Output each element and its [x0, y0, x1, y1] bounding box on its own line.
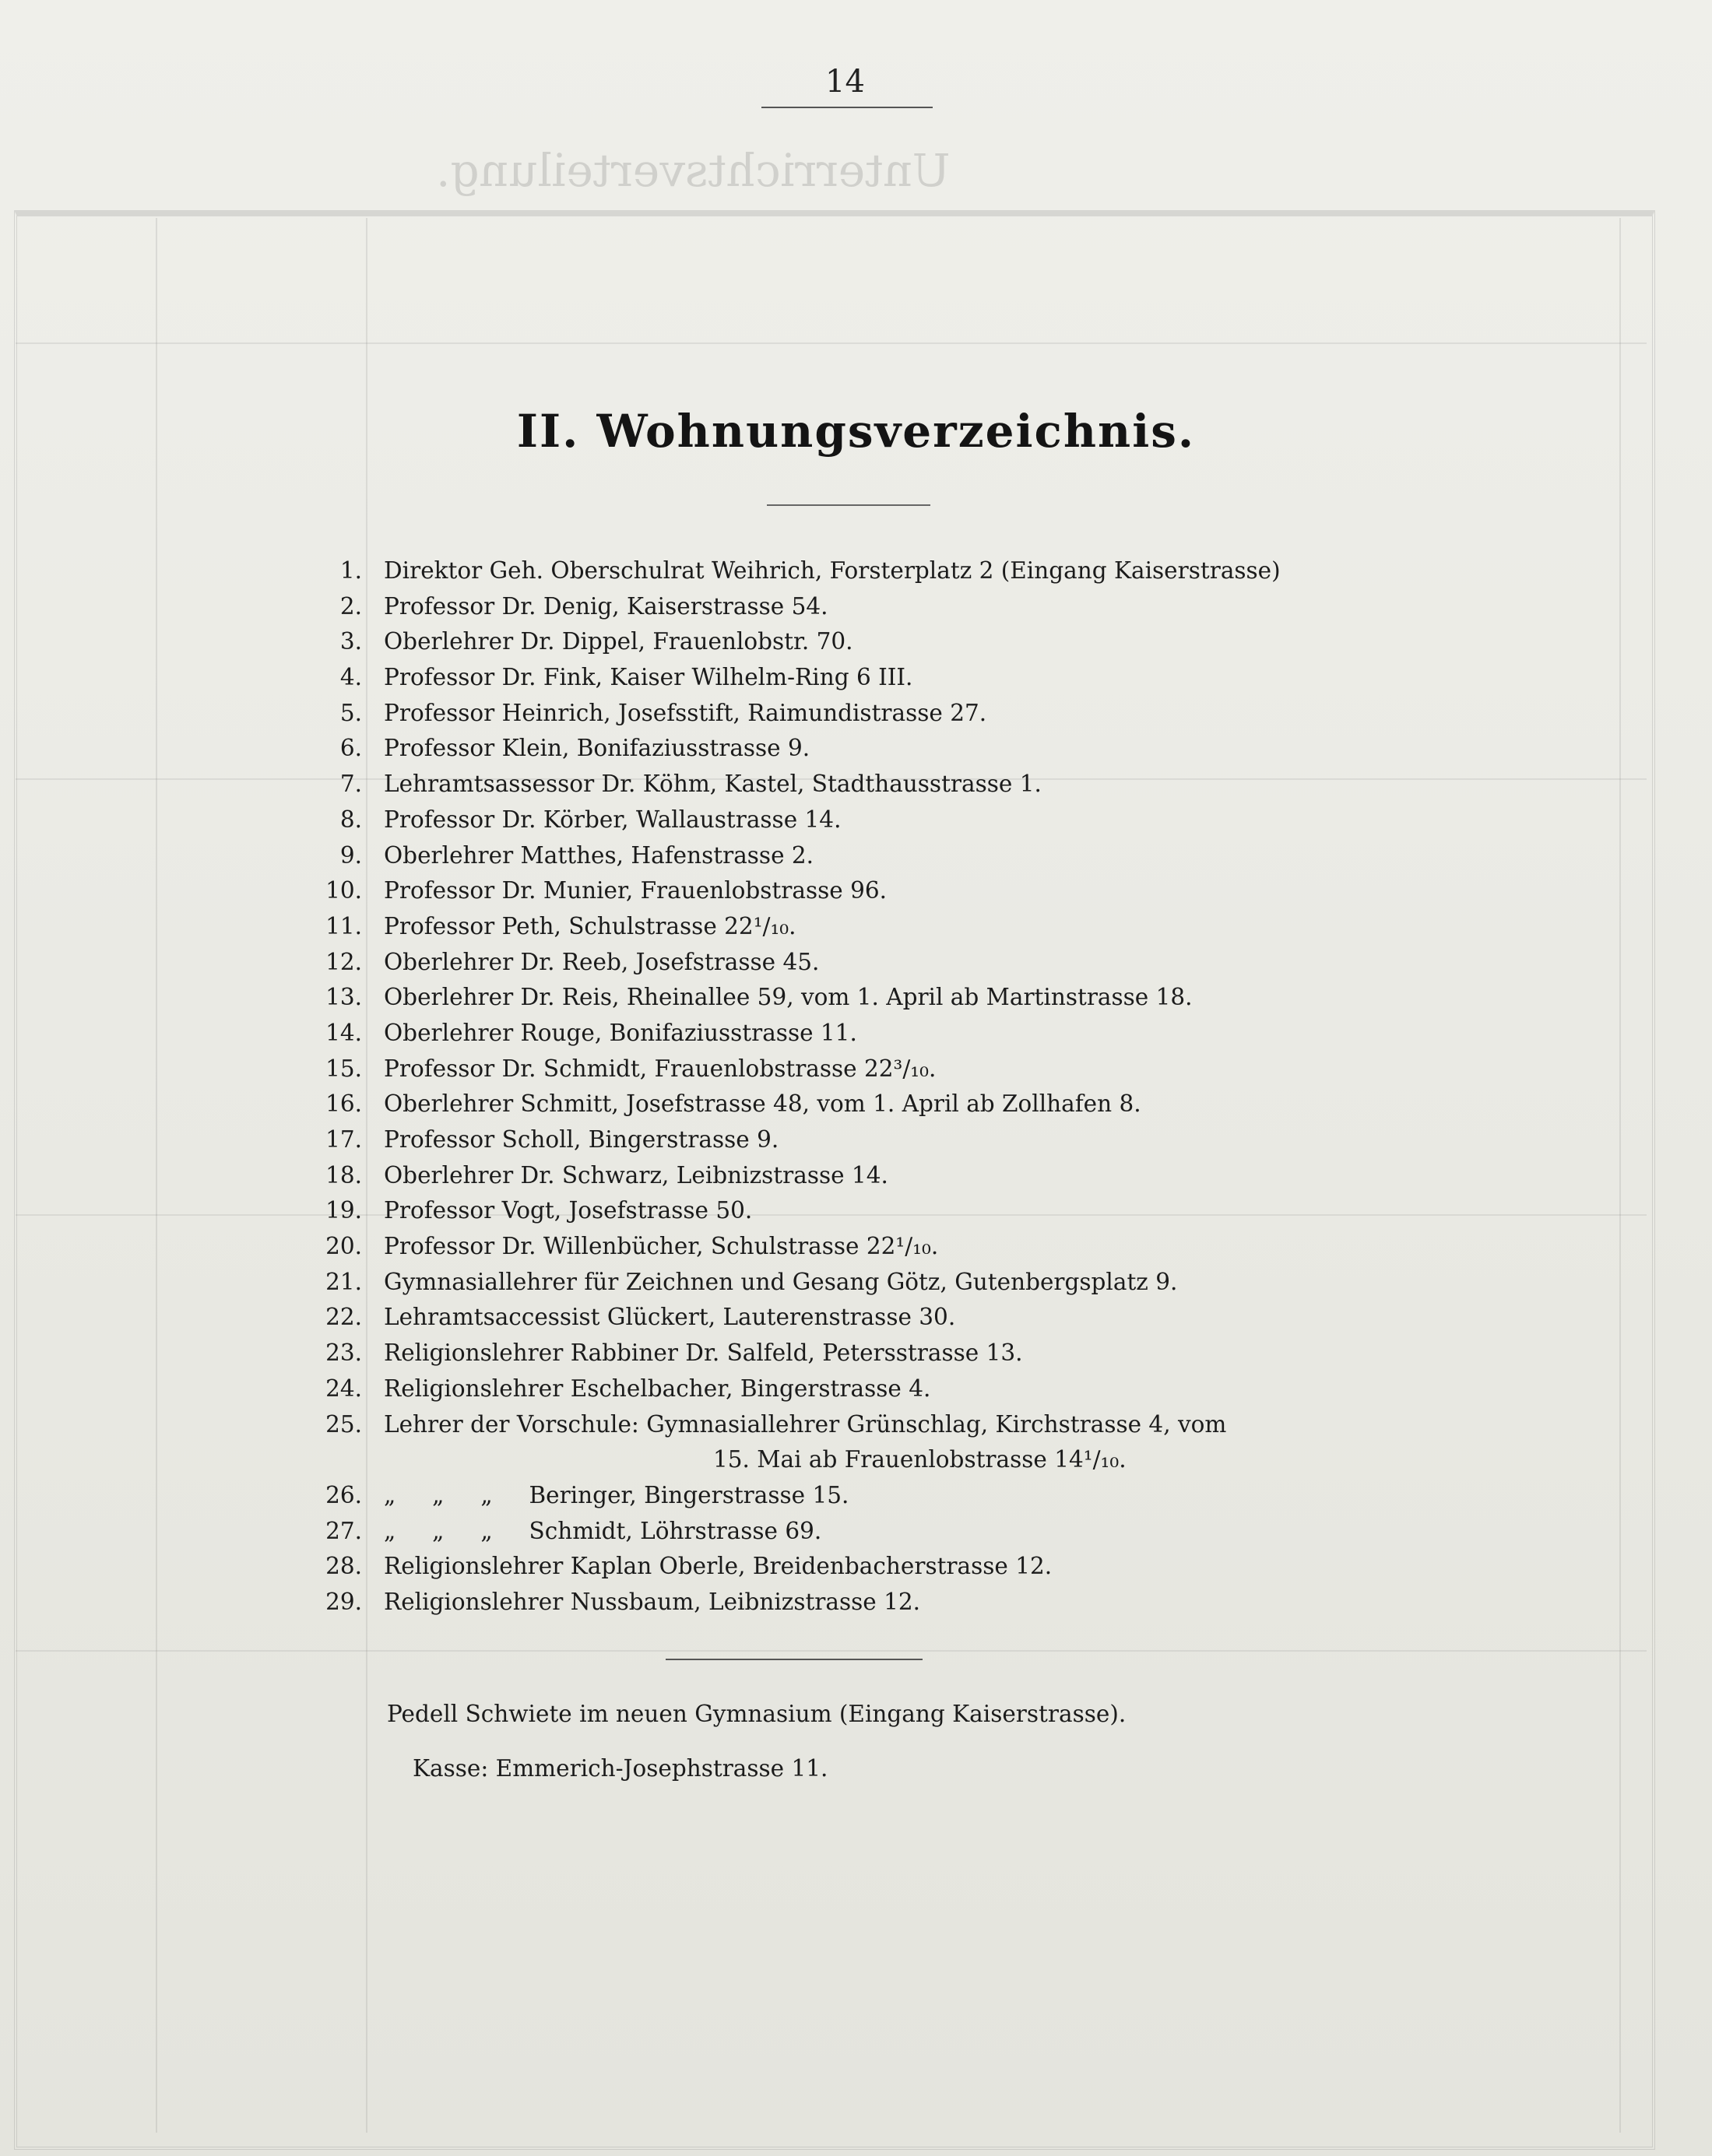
entry-text: Professor Dr. Körber, Wallaustrasse 14.: [384, 806, 842, 833]
entry-number: 24.: [325, 1375, 362, 1402]
list-item: [319, 767, 1394, 802]
entry-number: 4.: [339, 664, 362, 691]
entry-text: 15. Mai ab Frauenlobstrasse 14¹/₁₀.: [713, 1446, 1127, 1473]
list-item: [319, 1265, 1394, 1301]
section-title: II. Wohnungsverzeichnis.: [516, 405, 1196, 458]
entry-number: 29.: [325, 1588, 362, 1615]
entry-text: Oberlehrer Dr. Reeb, Josefstrasse 45.: [384, 948, 820, 975]
entry-number: 5.: [339, 699, 362, 726]
list-item: [319, 838, 1394, 874]
entry-text: Professor Dr. Munier, Frauenlobstrasse 96.: [384, 877, 887, 904]
list-item: [319, 553, 1394, 589]
entry-text: Religionslehrer Nussbaum, Leibnizstrasse 12.: [384, 1588, 921, 1615]
entry-text: Lehramtsaccessist Glückert, Lauterenstrasse 30.: [384, 1304, 956, 1331]
list-item: [319, 1407, 1394, 1443]
entry-text: Oberlehrer Schmitt, Josefstrasse 48, vom 1. April ab Zollhafen 8.: [384, 1090, 1141, 1118]
entry-text: Oberlehrer Dr. Reis, Rheinallee 59, vom 1. April ab Martinstrasse 18.: [384, 984, 1193, 1011]
entry-number: 13.: [325, 984, 362, 1011]
bleed-through-rule: [156, 218, 157, 2133]
title-rule: [767, 504, 930, 506]
entry-text: Oberlehrer Dr. Dippel, Frauenlobstr. 70.: [384, 628, 853, 655]
list-item: [319, 909, 1394, 945]
entry-text: Oberlehrer Rouge, Bonifaziusstrasse 11.: [384, 1019, 857, 1046]
list-item: [319, 1158, 1394, 1194]
list-item: [319, 624, 1394, 660]
entry-text: Professor Dr. Fink, Kaiser Wilhelm-Ring 6 III.: [384, 664, 913, 691]
list-item: [319, 802, 1394, 838]
entry-number: 12.: [325, 948, 362, 975]
list-item-continuation: [319, 1442, 1394, 1478]
list-item: [319, 696, 1394, 732]
entry-text: Lehramtsassessor Dr. Köhm, Kastel, Stadthausstrasse 1.: [384, 771, 1042, 798]
list-item: [319, 1052, 1394, 1087]
list-item: [319, 589, 1394, 625]
entry-text: Professor Dr. Schmidt, Frauenlobstrasse 22³/₁₀.: [384, 1055, 937, 1082]
entry-text: Direktor Geh. Oberschulrat Weihrich, Forsterplatz 2 (Eingang Kaiserstrasse): [384, 557, 1281, 584]
residence-list: [319, 553, 1394, 1621]
entry-number: 6.: [339, 735, 362, 762]
list-item: [319, 1087, 1394, 1122]
entry-number: 18.: [325, 1161, 362, 1189]
entry-number: 10.: [325, 877, 362, 904]
list-item: [319, 660, 1394, 696]
kasse-note: Kasse: Emmerich-Josephstrasse 11.: [413, 1755, 828, 1782]
entry-text: Professor Vogt, Josefstrasse 50.: [384, 1197, 753, 1224]
list-item: [319, 1514, 1394, 1550]
entry-number: 7.: [339, 771, 362, 798]
entry-text: Religionslehrer Kaplan Oberle, Breidenbacherstrasse 12.: [384, 1553, 1053, 1580]
entry-text: Professor Heinrich, Josefsstift, Raimundistrasse 27.: [384, 699, 987, 726]
list-item: [319, 731, 1394, 767]
entry-number: 21.: [325, 1268, 362, 1295]
entry-text: Religionslehrer Eschelbacher, Bingerstrasse 4.: [384, 1375, 931, 1402]
entry-number: 28.: [325, 1553, 362, 1580]
page-number-rule: [761, 107, 933, 108]
entry-text: Professor Scholl, Bingerstrasse 9.: [384, 1126, 779, 1153]
list-item: [319, 1585, 1394, 1621]
list-end-rule: [666, 1659, 923, 1660]
entry-number: 17.: [325, 1126, 362, 1153]
entry-text: „ „ „ Schmidt, Löhrstrasse 69.: [384, 1517, 822, 1544]
entry-number: 23.: [325, 1340, 362, 1367]
entry-number: 1.: [339, 557, 362, 584]
entry-text: Professor Dr. Denig, Kaiserstrasse 54.: [384, 592, 828, 620]
entry-text: Lehrer der Vorschule: Gymnasiallehrer Grünschlag, Kirchstrasse 4, vom: [384, 1410, 1227, 1438]
entry-number: 22.: [325, 1304, 362, 1331]
entry-number: 16.: [325, 1090, 362, 1118]
list-item: [319, 1478, 1394, 1514]
entry-text: Gymnasiallehrer für Zeichnen und Gesang Götz, Gutenbergsplatz 9.: [384, 1268, 1178, 1295]
entry-text: Oberlehrer Dr. Schwarz, Leibnizstrasse 14.: [384, 1161, 888, 1189]
entry-number: 8.: [339, 806, 362, 833]
entry-number: 26.: [325, 1481, 362, 1508]
entry-number: 15.: [325, 1055, 362, 1082]
entry-number: 25.: [325, 1410, 362, 1438]
entry-text: „ „ „ Beringer, Bingerstrasse 15.: [384, 1481, 849, 1508]
list-item: [319, 873, 1394, 909]
list-item: [319, 980, 1394, 1016]
entry-text: Professor Dr. Willenbücher, Schulstrasse 22¹/₁₀.: [384, 1233, 939, 1260]
pedell-note: Pedell Schwiete im neuen Gymnasium (Eingang Kaiserstrasse).: [387, 1701, 1127, 1727]
list-item: [319, 1549, 1394, 1585]
bleed-through-rule: [1619, 218, 1621, 2133]
entry-text: Professor Klein, Bonifaziusstrasse 9.: [384, 735, 810, 762]
entry-number: 2.: [339, 592, 362, 620]
list-item: [319, 1300, 1394, 1336]
entry-number: 11.: [325, 912, 362, 939]
list-item: [319, 1371, 1394, 1407]
entry-text: Oberlehrer Matthes, Hafenstrasse 2.: [384, 841, 814, 869]
entry-text: Professor Peth, Schulstrasse 22¹/₁₀.: [384, 912, 796, 939]
bleed-through-rule: [16, 1650, 1647, 1652]
list-item: [319, 1229, 1394, 1265]
page-number: 14: [825, 64, 865, 100]
list-item: [319, 1122, 1394, 1158]
entry-number: 20.: [325, 1233, 362, 1260]
bleed-through-heading: Unterrichtsverteilung.: [436, 144, 951, 197]
list-item: [319, 1193, 1394, 1229]
entry-number: 14.: [325, 1019, 362, 1046]
list-item: [319, 1016, 1394, 1052]
list-item: [319, 1336, 1394, 1371]
entry-number: 27.: [325, 1517, 362, 1544]
entry-text: Religionslehrer Rabbiner Dr. Salfeld, Petersstrasse 13.: [384, 1340, 1023, 1367]
entry-number: 19.: [325, 1197, 362, 1224]
bleed-through-rule: [16, 342, 1647, 344]
entry-number: 3.: [339, 628, 362, 655]
entry-number: 9.: [339, 841, 362, 869]
list-item: [319, 945, 1394, 981]
